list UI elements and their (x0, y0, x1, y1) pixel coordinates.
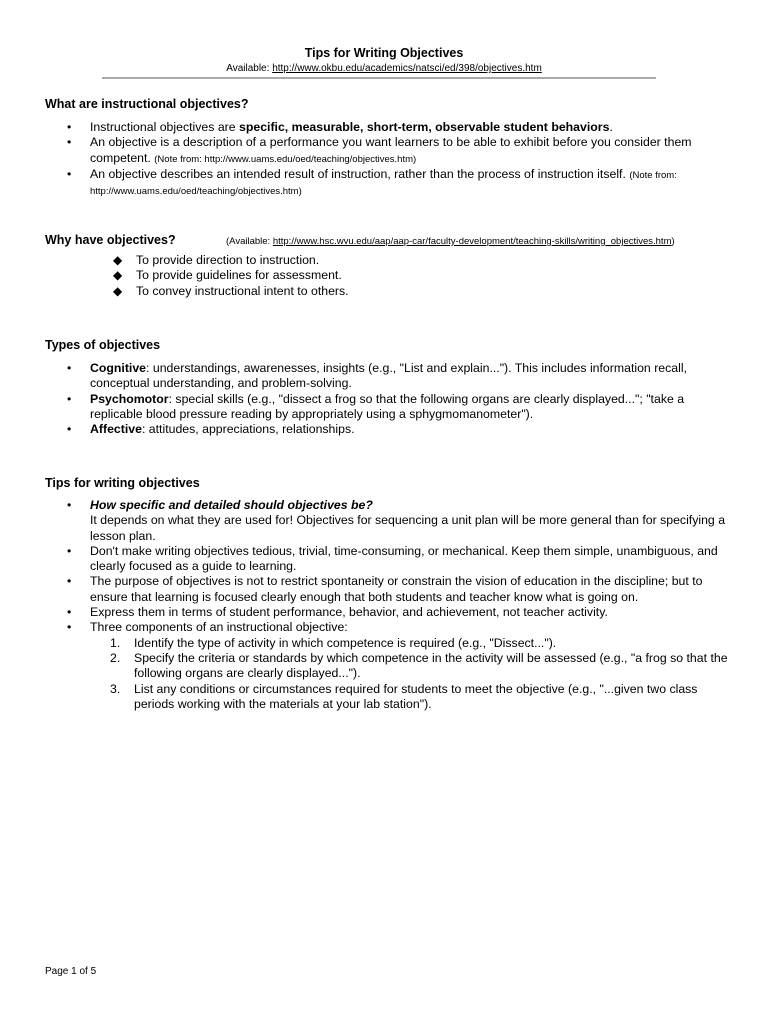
bullet-icon: • (67, 574, 72, 589)
bullet-icon: • (67, 166, 72, 181)
header-link[interactable]: http://www.okbu.edu/academics/natsci/ed/398/objectives.htm (272, 63, 542, 74)
bullet-icon: • (67, 422, 72, 437)
list-item: ◆ To convey instructional intent to others. (113, 283, 349, 298)
numbered-item: 3. List any conditions or circumstances required for students to meet the objective (e.g., "...given two class periods working with the materials at your lab station"). (110, 681, 698, 711)
types-list (65, 361, 728, 437)
list-item: • An objective describes an intended result of instruction, rather than the process of instruction itself. (Note from: http://www.uams.edu/oed/teaching/objectives.htm) (67, 166, 677, 198)
diamond-bullet-icon: ◆ (113, 253, 123, 267)
bullet-icon: • (67, 135, 72, 150)
why-available: (Available: http://www.hsc.wvu.edu/aap/aap-car/faculty-development/teaching-skills/writing_objectives.htm) (226, 236, 675, 247)
bullet-icon: • (67, 543, 72, 558)
header-available (0, 63, 768, 74)
bullet-icon: • (67, 361, 72, 375)
list-item: • The purpose of objectives is not to restrict spontaneity or constrain the vision of education in the discipline; but to ensure that learning is focused clearly enough that both students and teacher know what is going on. (67, 574, 703, 604)
tips-list (65, 498, 728, 712)
bullet-icon: • (67, 605, 72, 620)
note: (Note from: http://www.uams.edu/oed/teaching/objectives.htm) (154, 153, 417, 165)
why-list (113, 253, 349, 299)
numbered-item: 1. Identify the type of activity in which competence is required (e.g., "Dissect..."). (110, 635, 557, 650)
list-item: ◆ To provide guidelines for assessment. (113, 268, 342, 283)
section-heading-types: Types of objectives (45, 338, 161, 352)
components-list (90, 636, 728, 712)
list-item: • An objective is a description of a performance you want learners to be able to exhibit before you consider them competent. (Note from: http://www.uams.edu/oed/teaching/objectives.htm) (67, 135, 692, 165)
header-divider (102, 77, 656, 79)
why-link[interactable]: http://www.hsc.wvu.edu/aap/aap-car/faculty-development/teaching-skills/writing_objectives.htm (272, 236, 672, 247)
page-title: Tips for Writing Objectives (304, 46, 464, 60)
section-heading-why: Why have objectives? (45, 233, 176, 247)
bullet-icon: • (67, 620, 72, 635)
list-item: • Don't make writing objectives tedious, trivial, time-consuming, or mechanical. Keep them simple, unambiguous, and clearly focused as a guide to learning. (67, 543, 718, 574)
diamond-bullet-icon: ◆ (113, 283, 123, 298)
list-item: • Express them in terms of student performance, behavior, and achievement, not teacher activity. (67, 605, 608, 620)
list-item: • Psychomotor: special skills (e.g., "dissect a frog so that the following organs are clearly displayed..."; "take a replicable blood pressure reading by appropriately using a sphygmomanometer"). (67, 391, 685, 421)
list-item: • Affective: attitudes, appreciations, relationships. (67, 422, 355, 437)
list-item: • Instructional objectives are specific, measurable, short-term, observable student behaviors. (67, 120, 613, 134)
page-number: Page 1 of 5 (45, 966, 97, 977)
bullet-icon: • (67, 498, 72, 512)
numbered-item: 2. Specify the criteria or standards by which competence in the activity will be assessed (e.g., "a frog so that the following organs are clearly displayed..."). (110, 650, 728, 681)
list-item: • Cognitive: understandings, awarenesses, insights (e.g., "List and explain..."). This includes information recall, conceptual understanding, and problem-solving. (67, 361, 687, 391)
diamond-bullet-icon: ◆ (113, 268, 123, 283)
note: (Note from: http://www.uams.edu/oed/teaching/objectives.htm) (90, 169, 677, 198)
bullet-icon: • (67, 391, 72, 406)
what-list (65, 120, 728, 199)
list-item: • How specific and detailed should objectives be? It depends on what they are used for! Objectives for sequencing a unit plan will be more general than for specifying a lesson plan. (67, 498, 726, 543)
bullet-icon: • (67, 120, 72, 134)
available-label: Available: (226, 63, 273, 74)
section-heading-what: What are instructional objectives? (45, 97, 249, 111)
list-item: ◆ To provide direction to instruction. (113, 253, 320, 267)
section-heading-tips: Tips for writing objectives (45, 476, 200, 490)
list-item: • Three components of an instructional objective: 1. Identify the type of activity in which competence is required (e.g., "Dissect..."). 2. Specify the criteria or standards by which competence in the activity will be assessed (e.g., "a frog so that the following organs are clearly displayed..."). 3. List any conditions or circumstances required for students to meet the objective (e.g., "...given two class periods working with the materials at your lab station"). (67, 620, 728, 711)
